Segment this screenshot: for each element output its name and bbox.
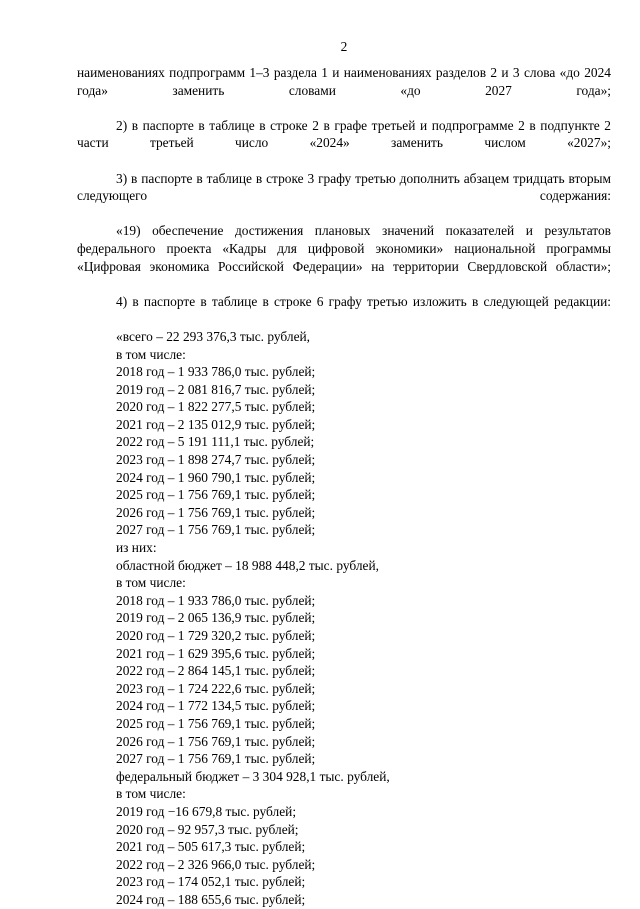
funding-line: 2026 год – 1 756 769,1 тыс. рублей;: [116, 733, 316, 749]
paragraph-item-4: 4) в паспорте в таблице в строке 6 графу третью изложить в следующей редакции:: [116, 293, 611, 309]
funding-line: «всего – 22 293 376,3 тыс. рублей,: [116, 328, 311, 344]
funding-line: 2025 год – 1 756 769,1 тыс. рублей;: [116, 715, 316, 731]
funding-line: 2021 год – 1 629 395,6 тыс. рублей;: [116, 645, 316, 661]
funding-line: в том числе:: [116, 786, 186, 802]
funding-line: из них:: [116, 540, 157, 556]
document-body: [77, 64, 611, 909]
funding-line: 2025 год – 1 756 769,1 тыс. рублей;: [116, 487, 316, 503]
funding-line: 2021 год – 505 617,3 тыс. рублей;: [116, 839, 306, 855]
funding-line: 2020 год – 92 957,3 тыс. рублей;: [116, 821, 299, 837]
funding-line: 2022 год – 2 326 966,0 тыс. рублей;: [116, 856, 316, 872]
funding-line: 2023 год – 1 724 222,6 тыс. рублей;: [116, 680, 316, 696]
funding-line: 2018 год – 1 933 786,0 тыс. рублей;: [116, 592, 316, 608]
paragraph-quote-19: «19) обеспечение достижения плановых значений показателей и результатов федерального проекта «Кадры для цифровой экономики» национальной программы «Цифровая экономика Российской Федерации» на территории Свердловской области»;: [77, 223, 611, 274]
funding-line: 2019 год – 2 081 816,7 тыс. рублей;: [116, 381, 316, 397]
paragraph-continuation: наименованиях подпрограмм 1–3 раздела 1 и наименованиях разделов 2 и 3 слова «до 2024 года» заменить словами «до 2027 года»;: [77, 65, 611, 98]
paragraph-item-3: 3) в паспорте в таблице в строке 3 графу третью дополнить абзацем тридцать вторым следующего содержания:: [77, 170, 611, 204]
funding-line: 2021 год – 2 135 012,9 тыс. рублей;: [116, 416, 316, 432]
funding-line: 2019 год – 2 065 136,9 тыс. рублей;: [116, 610, 316, 626]
funding-line: в том числе:: [116, 575, 186, 591]
funding-line: областной бюджет – 18 988 448,2 тыс. рублей,: [116, 557, 379, 573]
funding-line: 2023 год – 174 052,1 тыс. рублей;: [116, 874, 306, 890]
paragraph-item-2: 2) в паспорте в таблице в строке 2 в графе третьей и подпрограмме 2 в подпункте 2 части третьей число «2024» заменить числом «2027»;: [77, 117, 611, 151]
funding-line: 2027 год – 1 756 769,1 тыс. рублей;: [116, 751, 316, 767]
funding-line: 2022 год – 5 191 111,1 тыс. рублей;: [116, 434, 315, 450]
funding-line: федеральный бюджет – 3 304 928,1 тыс. рублей,: [116, 768, 390, 784]
page-number: 2: [340, 39, 348, 54]
funding-line: 2027 год – 1 756 769,1 тыс. рублей;: [116, 522, 316, 538]
funding-line: 2024 год – 188 655,6 тыс. рублей;: [116, 891, 306, 907]
funding-line: 2019 год −16 679,8 тыс. рублей;: [116, 803, 297, 819]
funding-line: 2024 год – 1 772 134,5 тыс. рублей;: [116, 698, 316, 714]
funding-list: [77, 328, 611, 909]
funding-line: 2018 год – 1 933 786,0 тыс. рублей;: [116, 364, 316, 380]
funding-line: в том числе:: [116, 346, 186, 362]
funding-line: 2026 год – 1 756 769,1 тыс. рублей;: [116, 504, 316, 520]
funding-line: 2020 год – 1 729 320,2 тыс. рублей;: [116, 628, 316, 643]
funding-line: 2023 год – 1 898 274,7 тыс. рублей;: [116, 452, 316, 468]
funding-line: 2022 год – 2 864 145,1 тыс. рублей;: [116, 663, 316, 679]
funding-line: 2024 год – 1 960 790,1 тыс. рублей;: [116, 469, 316, 485]
funding-line: 2020 год – 1 822 277,5 тыс. рублей;: [116, 399, 316, 415]
